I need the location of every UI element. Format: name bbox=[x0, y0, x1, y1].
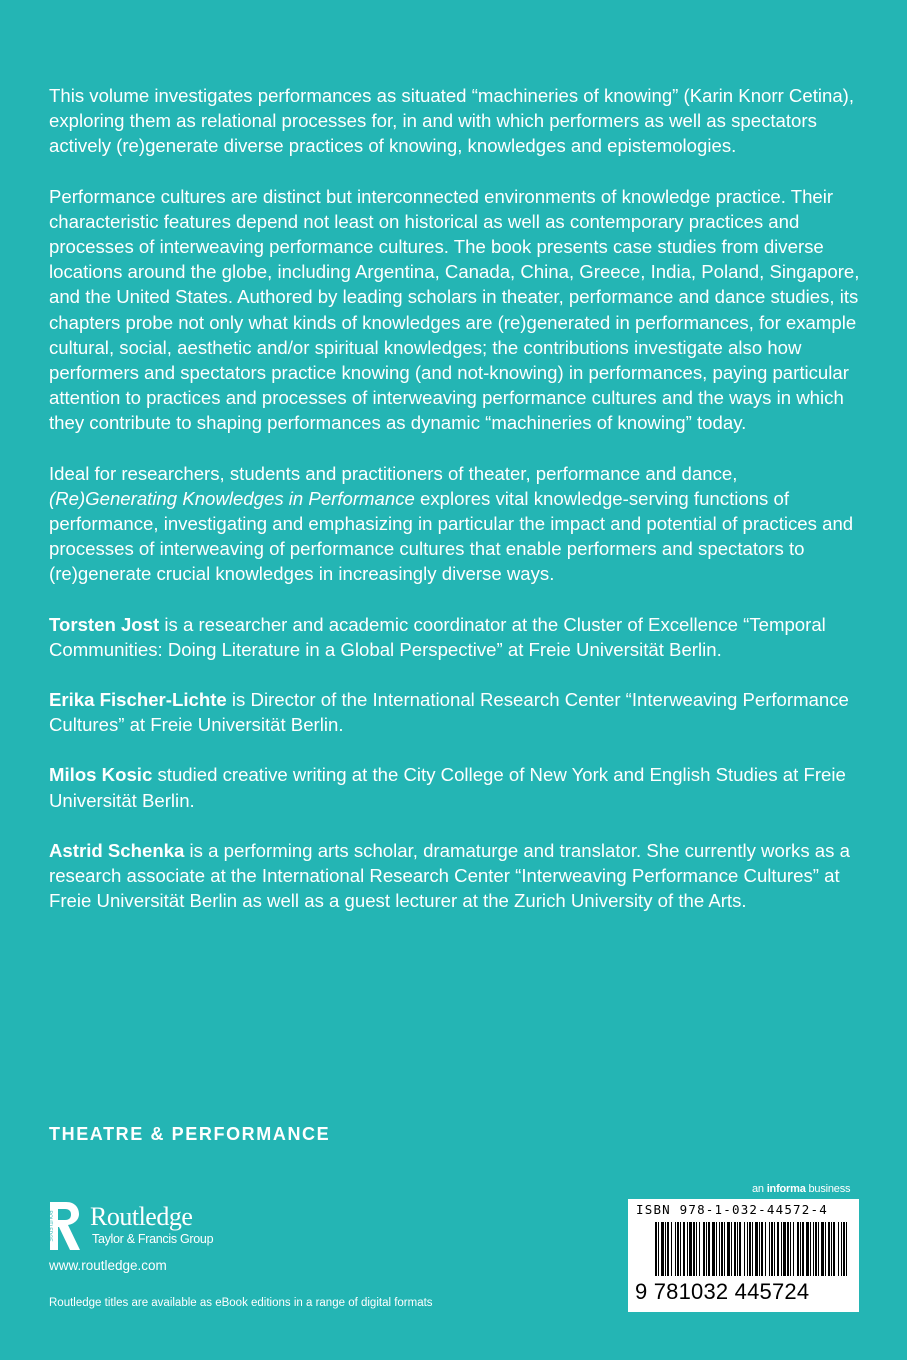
editor-bio bbox=[49, 762, 864, 812]
book-title: (Re)Generating Knowledges in Performance bbox=[49, 487, 415, 509]
barcode-bar bbox=[703, 1222, 705, 1276]
barcode-bar bbox=[727, 1222, 730, 1276]
barcode-bar bbox=[793, 1222, 794, 1276]
routledge-logo bbox=[46, 1200, 306, 1256]
barcode-bar bbox=[806, 1222, 809, 1276]
barcode-bar bbox=[680, 1222, 681, 1276]
publisher-url: www.routledge.com bbox=[49, 1258, 167, 1273]
barcode-bar bbox=[813, 1222, 814, 1276]
blurb-p3-rest: explores vital knowledge-serving functions of performance, investigating and emphasizing in particular the impact and potential of practices and processes of interweaving of performance cultures that enable performers and spectators to (re)generate crucial knowledges in increasingly diverse ways. bbox=[49, 487, 854, 585]
blurb-paragraph-3 bbox=[49, 461, 864, 587]
editor-bio-text: is a researcher and academic coordinator at the Cluster of Excellence “Temporal Communities: Doing Literature in a Global Perspective” at Freie Universität Berlin. bbox=[49, 613, 826, 660]
barcode-bar bbox=[665, 1222, 666, 1276]
barcode-bar bbox=[761, 1222, 763, 1276]
barcode-bar bbox=[841, 1222, 842, 1276]
blurb-paragraph-1: This volume investigates performances as situated “machineries of knowing” (Karin Knorr Cetina), exploring them as relational processes for, in and with which performers as well as spectators actively (re)generate diverse practices of knowing, knowledges and epistemologies. bbox=[49, 85, 855, 157]
barcode-bar bbox=[777, 1222, 779, 1276]
barcode-bar bbox=[752, 1222, 753, 1276]
barcode-bar bbox=[846, 1222, 847, 1276]
barcode-bar bbox=[712, 1222, 715, 1276]
editor-bio bbox=[49, 838, 864, 914]
barcode-bar bbox=[687, 1222, 688, 1276]
editor-name: Milos Kosic bbox=[49, 764, 153, 786]
editor-name: Torsten Jost bbox=[49, 613, 160, 635]
publisher-name: Routledge bbox=[90, 1202, 193, 1231]
barcode-bar bbox=[815, 1222, 817, 1276]
subject-category: THEATRE & PERFORMANCE bbox=[49, 1124, 331, 1144]
barcode-bar bbox=[693, 1222, 695, 1276]
barcode-bar bbox=[749, 1222, 751, 1276]
barcode-bar bbox=[716, 1222, 717, 1276]
editor-bio-text: is a performing arts scholar, dramaturge and translator. She currently works as a research associate at the International Research Center “Interweaving Performance Cultures” at Freie Universität Berlin as well as a guest lecturer at the Zurich University of the Arts. bbox=[49, 839, 850, 912]
barcode-bar bbox=[683, 1222, 685, 1276]
barcode-bar bbox=[774, 1222, 775, 1276]
barcode-bar bbox=[706, 1222, 707, 1276]
barcode-bar bbox=[797, 1222, 799, 1276]
barcode-bar bbox=[699, 1222, 700, 1276]
barcode-bar bbox=[843, 1222, 845, 1276]
barcode-bar bbox=[821, 1222, 824, 1276]
barcode-bar bbox=[783, 1222, 786, 1276]
barcode-bar bbox=[838, 1222, 839, 1276]
editor-bio-text: is Director of the International Research Center “Interweaving Performance Cultures” at Freie Universität Berlin. bbox=[49, 689, 849, 736]
barcode-bar bbox=[818, 1222, 819, 1276]
barcode-bar bbox=[661, 1222, 664, 1276]
barcode-bar bbox=[825, 1222, 826, 1276]
barcode-bar bbox=[696, 1222, 697, 1276]
barcode-bar bbox=[810, 1222, 811, 1276]
publisher-group: Taylor & Francis Group bbox=[92, 1232, 214, 1246]
barcode-bar bbox=[828, 1222, 830, 1276]
routledge-mark-text: ROUTLEDGE bbox=[46, 1210, 53, 1242]
blurb-paragraph-2: Performance cultures are distinct but interconnected environments of knowledge practice. Their characteristic features depend not least on historical as well as contemporary practices and processes of interweaving performance cultures. The book presents case studies from diverse locations around the globe, including Argentina, Canada, China, Greece, India, Poland, Singapore, and the United States. Authored by leading scholars in theater, performance and dance studies, its chapters probe not only what kinds of knowledges are (re)generated in performances, for example cultural, social, aesthetic and/or spiritual knowledges; the contributions investigate also how performers and spectators practice knowing (and not-knowing) in performances, paying particular attention to practices and processes of interweaving performance cultures and the ways in which they contribute to shaping performances as dynamic “machineries of knowing” today. bbox=[49, 185, 860, 434]
barcode-bar bbox=[737, 1222, 738, 1276]
barcode-bar bbox=[721, 1222, 723, 1276]
ebook-note: Routledge titles are available as eBook editions in a range of digital formats bbox=[49, 1297, 433, 1309]
barcode-bar bbox=[675, 1222, 676, 1276]
editor-bio bbox=[49, 687, 864, 737]
barcode-bar bbox=[769, 1222, 770, 1276]
barcode-bar bbox=[658, 1222, 659, 1276]
barcode-bar bbox=[759, 1222, 760, 1276]
editor-name: Erika Fischer-Lichte bbox=[49, 689, 227, 711]
back-cover-blurb bbox=[49, 83, 864, 938]
barcode-bar bbox=[771, 1222, 773, 1276]
editor-bio bbox=[49, 612, 864, 662]
barcode-bar bbox=[790, 1222, 791, 1276]
informa-business-tagline: an informa business bbox=[752, 1183, 851, 1195]
barcode-bar bbox=[747, 1222, 748, 1276]
barcode-bar bbox=[655, 1222, 657, 1276]
barcode-bar bbox=[724, 1222, 725, 1276]
barcode-bar bbox=[671, 1222, 672, 1276]
isbn-barcode bbox=[628, 1199, 859, 1312]
barcode-bar bbox=[765, 1222, 766, 1276]
barcode-bar bbox=[719, 1222, 720, 1276]
barcode-bar bbox=[708, 1222, 710, 1276]
barcode-bar bbox=[667, 1222, 669, 1276]
editor-bio-text: studied creative writing at the City College of New York and English Studies at Freie Universität Berlin. bbox=[49, 764, 846, 811]
barcode-bar bbox=[731, 1222, 732, 1276]
barcode-bar bbox=[800, 1222, 801, 1276]
editor-name: Astrid Schenka bbox=[49, 839, 185, 861]
barcode-bar bbox=[689, 1222, 692, 1276]
routledge-r-icon bbox=[46, 1200, 82, 1252]
barcode-bar bbox=[781, 1222, 782, 1276]
barcode-bar bbox=[677, 1222, 679, 1276]
barcode-bar bbox=[833, 1222, 835, 1276]
isbn-label: ISBN 978-1-032-44572-4 bbox=[636, 1202, 828, 1217]
barcode-number: 9 781032 445724 bbox=[635, 1279, 810, 1304]
barcode-bar bbox=[734, 1222, 736, 1276]
barcode-bar bbox=[802, 1222, 804, 1276]
barcode-bar bbox=[739, 1222, 741, 1276]
barcode-bar bbox=[755, 1222, 758, 1276]
barcode-bar bbox=[787, 1222, 789, 1276]
blurb-p3-intro: Ideal for researchers, students and practitioners of theater, performance and dance, bbox=[49, 462, 738, 484]
barcode-bar bbox=[831, 1222, 832, 1276]
barcode-bar bbox=[744, 1222, 745, 1276]
